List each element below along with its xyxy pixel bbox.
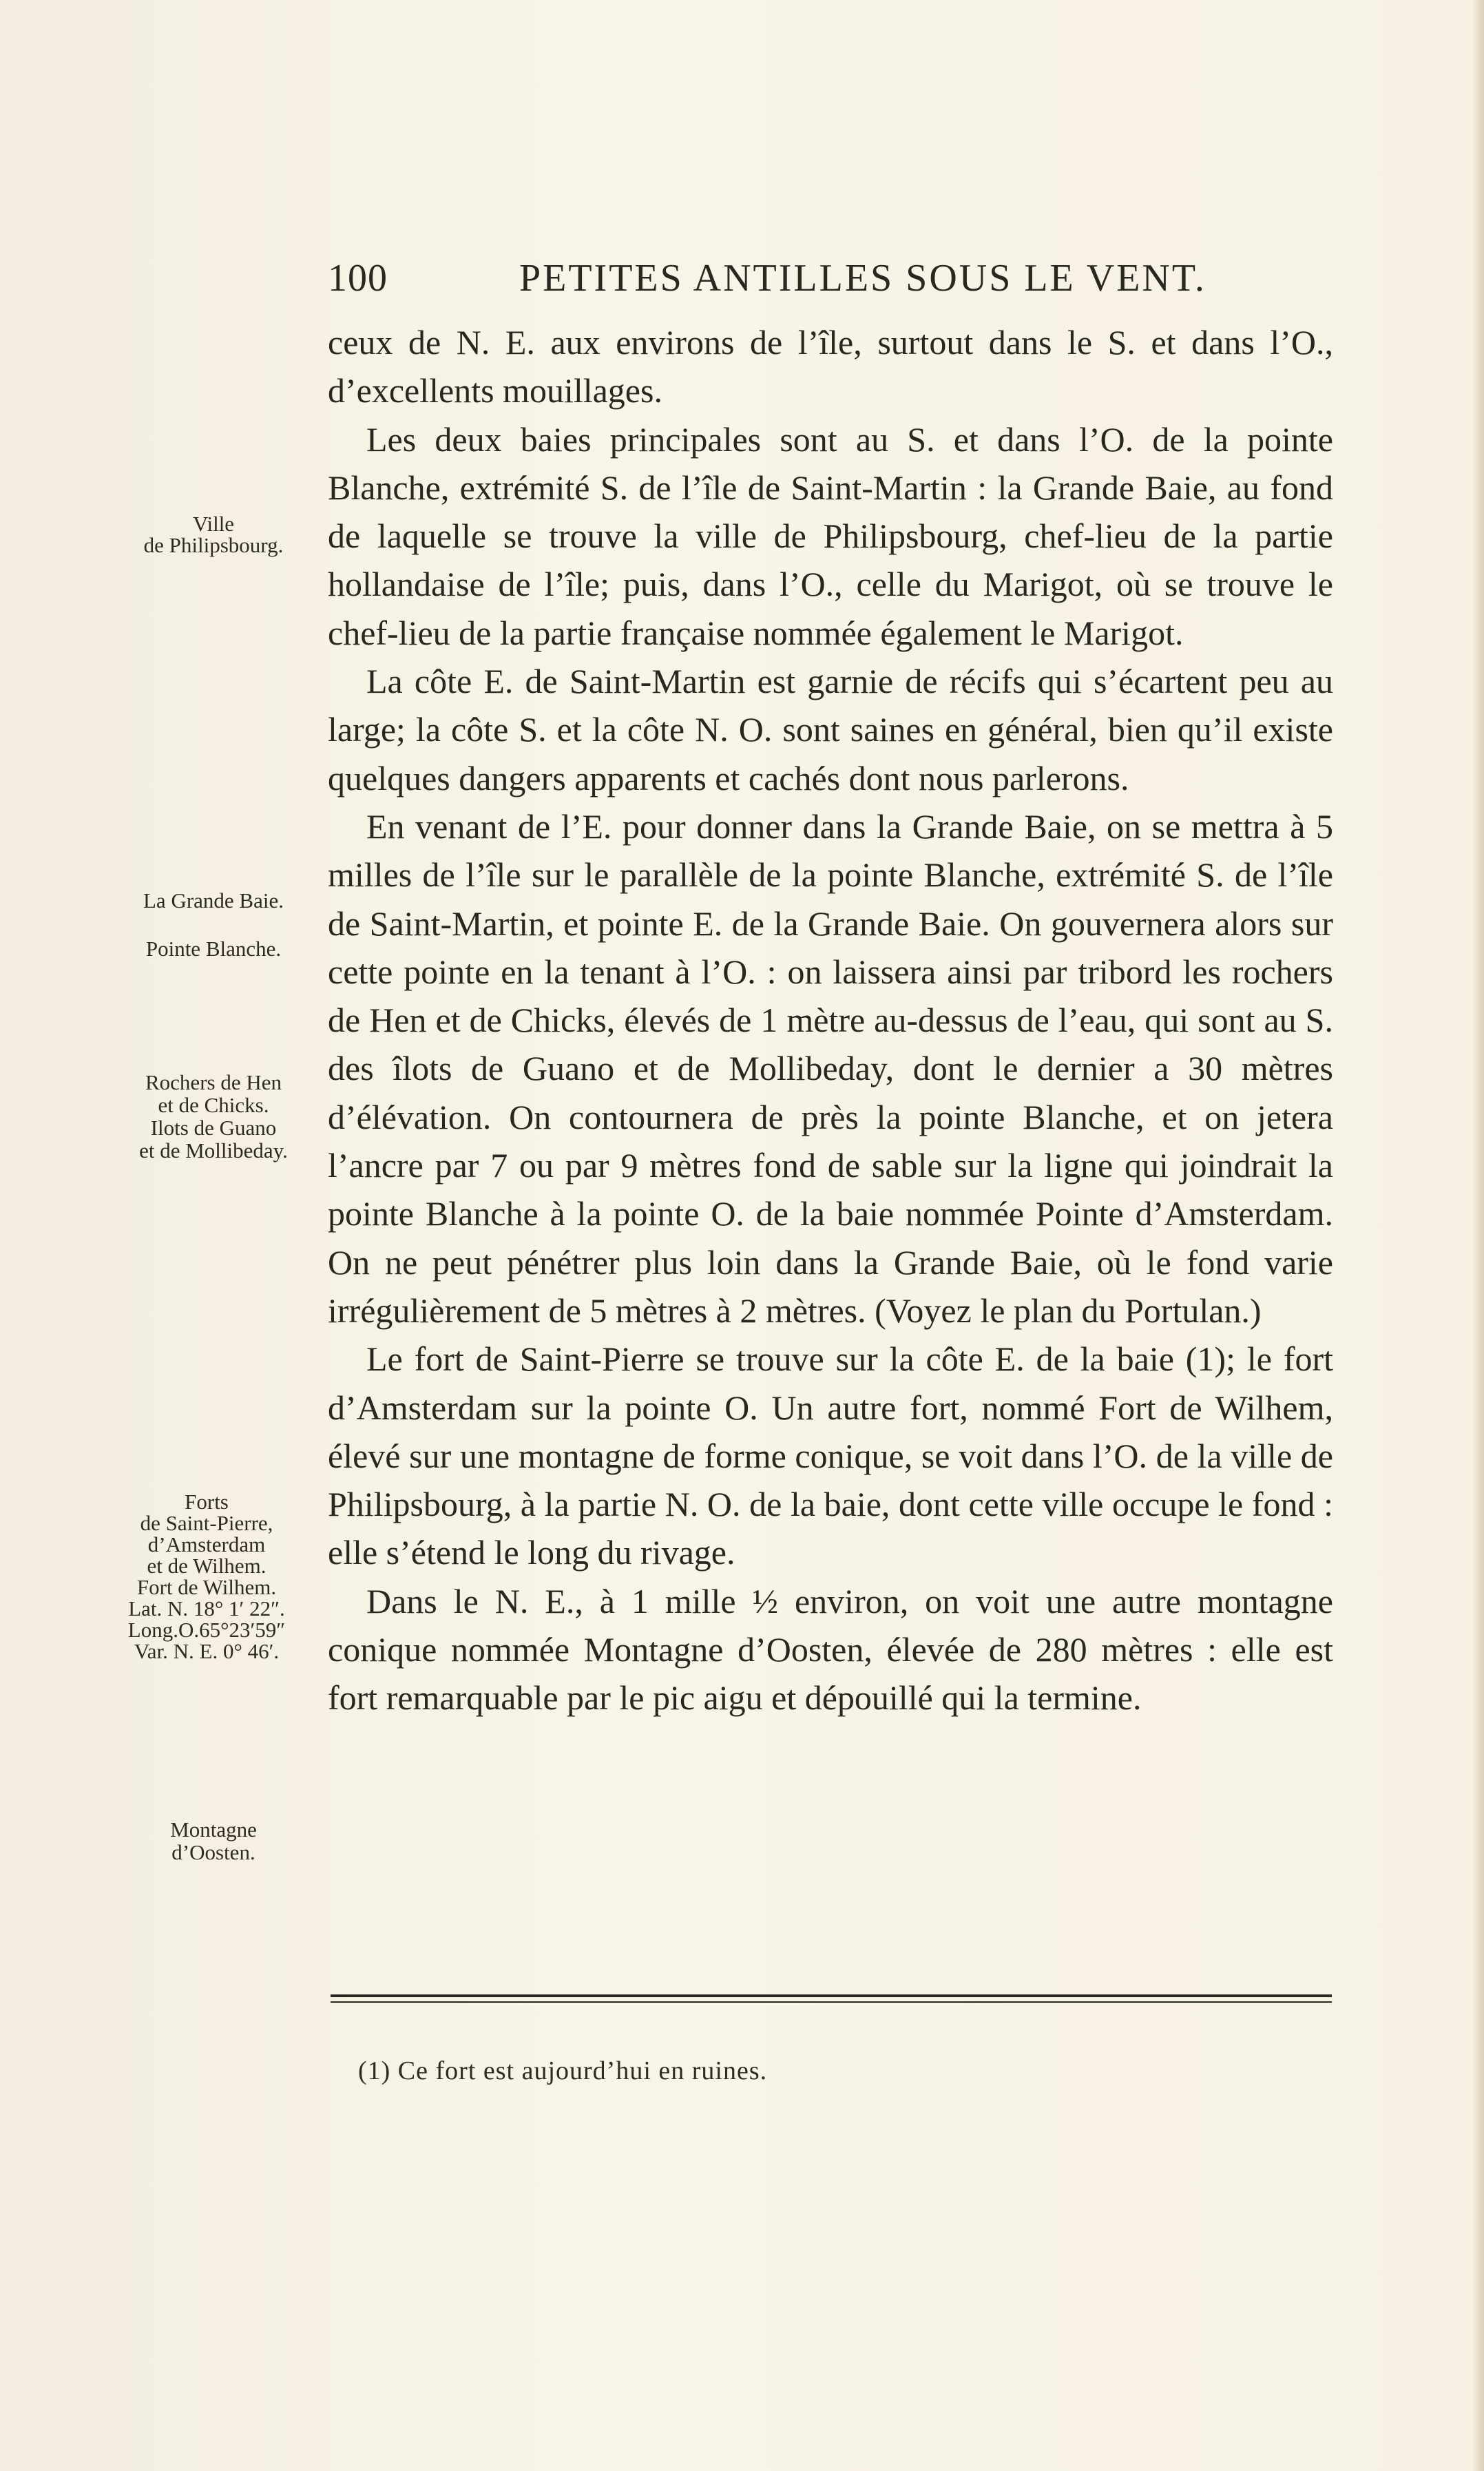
margin-note-line: Ilots de Guano <box>150 1116 277 1140</box>
paragraph: En venant de l’E. pour donner dans la Grande Baie, on se mettra à 5 milles de l’île sur le parallèle de la pointe Blanche, extrémité S. de l’île de Saint-Martin, et pointe E. de la Grande Baie. On gouvernera alors sur cette pointe en la tenant à l’O. : on laissera ainsi par tribord les rochers de Hen et de Chicks, élevés de 1 mètre au-dessus de l’eau, qui sont au S. des îlots de Guano et de Mollibeday, dont le dernier a 30 mètres d’élévation. On contournera de près la pointe Blanche, et on jetera l’ancre par 7 ou par 9 mètres fond de sable sur la ligne qui joindrait la pointe Blanche à la pointe O. de la baie nommée Pointe d’Amsterdam. On ne peut pénétrer plus loin dans la Grande Baie, où le fond varie irrégulièrement de 5 mètres à 2 mètres. (Voyez le plan du Portulan.) <box>328 806 1333 1330</box>
margin-note-line: Ville <box>192 512 235 536</box>
margin-note-line: Rochers de Hen <box>145 1070 282 1094</box>
body-text <box>328 318 1333 1722</box>
margin-note-line: et de Chicks. <box>158 1093 269 1117</box>
paragraph: ceux de N. E. aux environs de l’île, surtout dans le S. et dans l’O., d’excellents mouillages. <box>328 323 1333 410</box>
margin-note-line: Var. N. E. 0° 46′. <box>134 1639 280 1663</box>
paragraph: Dans le N. E., à 1 mille ½ environ, on voit une autre montagne conique nommée Montagne d’Oosten, élevée de 280 mètres : elle est fort remarquable par le pic aigu et dépouillé qui la termine. <box>328 1581 1333 1718</box>
paragraph: Le fort de Saint-Pierre se trouve sur la côte E. de la baie (1); le fort d’Amsterdam sur la pointe O. Un autre fort, nommé Fort de Wilhem, élevé sur une montagne de forme conique, se voit dans l’O. de la ville de Philipsbourg, à la partie N. O. de la baie, dont cette ville occupe le fond : elle s’étend le long du rivage. <box>328 1339 1333 1572</box>
margin-note-line: de Philipsbourg. <box>143 533 284 557</box>
paragraph: La côte E. de Saint-Martin est garnie de récifs qui s’écartent peu au large; la côte S. et la côte N. O. sont saines en général, bien qu’il existe quelques dangers apparents et cachés dont nous parlerons. <box>328 662 1333 797</box>
margin-note-forts <box>90 1491 324 1662</box>
running-head <box>328 256 1333 311</box>
margin-note-line: et de Wilhem. <box>147 1554 267 1578</box>
margin-note-line: Fort de Wilhem. <box>136 1575 277 1599</box>
margin-note-line: de Saint-Pierre, <box>140 1511 273 1535</box>
running-title: PETITES ANTILLES SOUS LE VENT. <box>519 257 1206 300</box>
margin-note-pointe-blanche <box>103 938 324 959</box>
margin-note-line: Forts <box>185 1490 229 1514</box>
margin-note-line: Long.O.65°23′59″ <box>127 1618 286 1642</box>
margin-note-philipsbourg <box>103 513 324 556</box>
margin-note-oosten <box>103 1818 324 1864</box>
page-edge <box>1473 0 1484 2471</box>
margin-note-line: La Grande Baie. <box>143 888 284 913</box>
margin-note-line: et de Mollibeday. <box>139 1138 288 1162</box>
margin-note-line: Pointe Blanche. <box>145 937 282 961</box>
footnote: (1) Ce fort est aujourd’hui en ruines. <box>358 2056 768 2085</box>
paragraph: Les deux baies principales sont au S. et dans l’O. de la pointe Blanche, extrémité S. de l’île de Saint-Martin : la Grande Baie, au fond de laquelle se trouve la ville de Philipsbourg, chef-lieu de la partie hollandaise de l’île; puis, dans l’O., celle du Marigot, où se trouve le chef-lieu de la partie française nommée également le Marigot. <box>328 419 1333 652</box>
margin-note-grande-baie <box>103 890 324 911</box>
margin-note-line: Montagne <box>170 1817 257 1842</box>
footnote-rule <box>331 1994 1332 2003</box>
margin-note-rochers <box>103 1071 324 1162</box>
margin-note-line: Lat. N. 18° 1′ 22″. <box>128 1596 285 1620</box>
margin-note-line: d’Oosten. <box>171 1840 255 1864</box>
page-number: 100 <box>328 257 388 300</box>
margin-note-line: d’Amsterdam <box>147 1532 266 1556</box>
